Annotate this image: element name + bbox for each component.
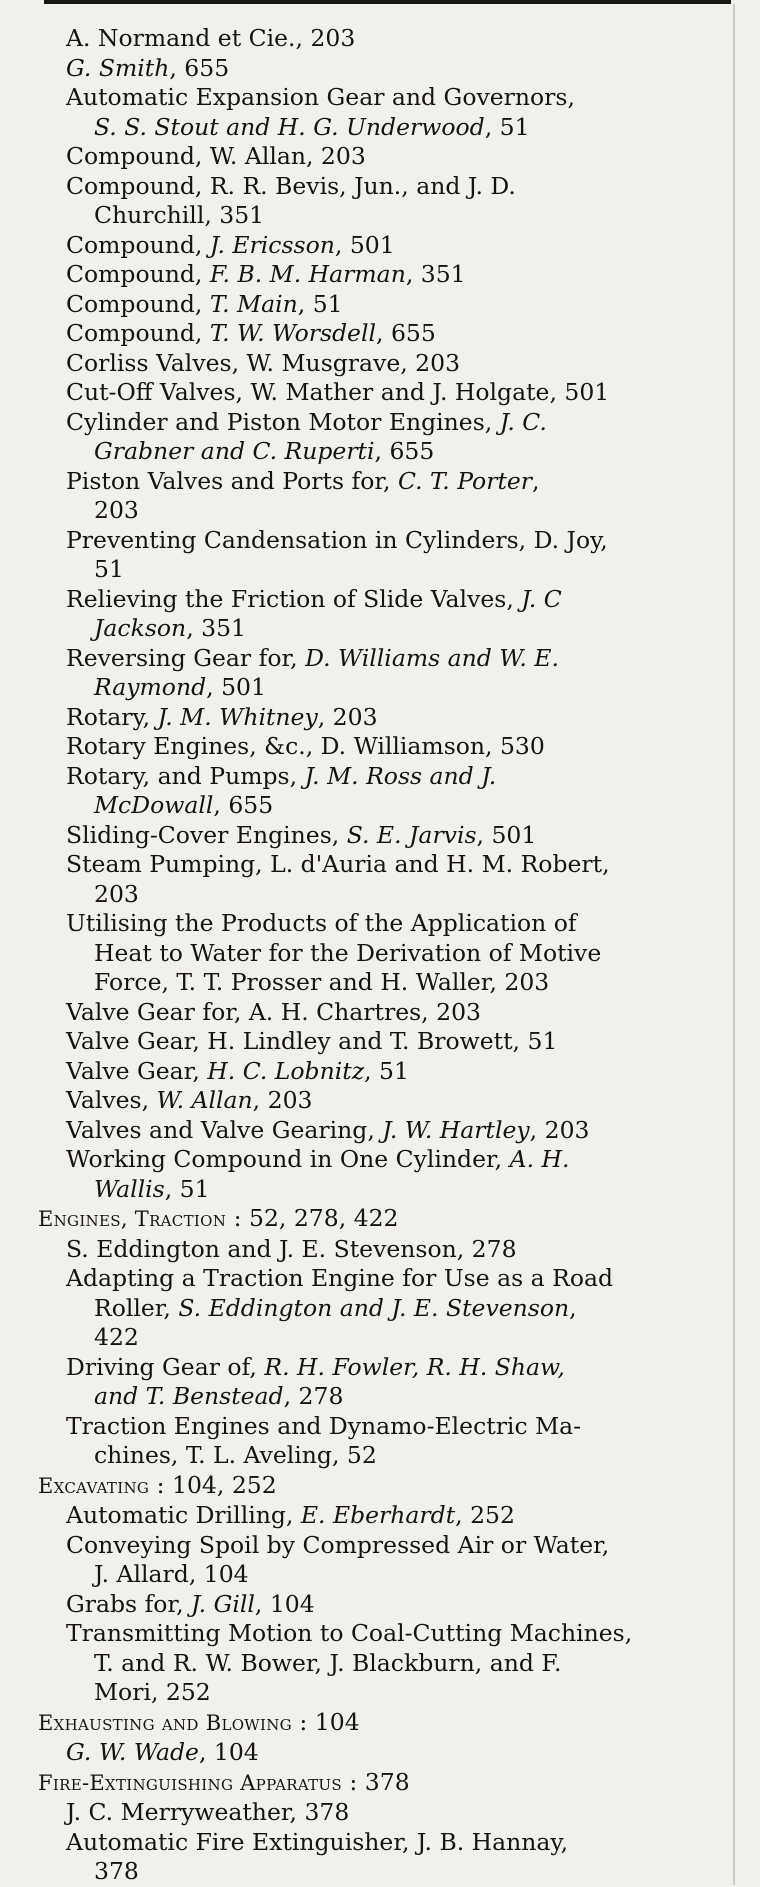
- entry-line: Churchill, 351: [94, 201, 265, 229]
- index-column: [38, 24, 728, 1887]
- entry-line: Cut-Off Valves, W. Mather and J. Holgate, 501: [66, 378, 610, 406]
- entry-line: Exhausting and Blowing : 104: [38, 1707, 360, 1736]
- entry-line: Conveying Spoil by Compressed Air or Water,: [66, 1530, 610, 1559]
- index-entry: [38, 24, 728, 54]
- entry-line: Excavating : 104, 252: [38, 1470, 277, 1499]
- entry-line: Cylinder and Piston Motor Engines, J. C.: [66, 407, 547, 436]
- index-entry: [38, 290, 728, 320]
- index-entry: [38, 1086, 728, 1116]
- entry-line: Traction Engines and Dynamo-Electric Ma-: [66, 1411, 582, 1440]
- index-entry: [38, 54, 728, 84]
- entry-line: J. C. Merryweather, 378: [66, 1798, 350, 1826]
- entry-line: 422: [94, 1323, 139, 1351]
- entry-line: Piston Valves and Ports for, C. T. Porter,: [66, 466, 540, 495]
- entry-line: Steam Pumping, L. d'Auria and H. M. Robert,: [66, 850, 610, 878]
- entry-line: Utilising the Products of the Application of: [66, 909, 577, 937]
- index-entry: [38, 703, 728, 733]
- index-entry: [38, 1116, 728, 1146]
- entry-line: McDowall, 655: [94, 791, 274, 819]
- entry-line: Rotary, J. M. Whitney, 203: [66, 702, 378, 731]
- entry-line: Reversing Gear for, D. Williams and W. E.: [66, 643, 559, 672]
- index-entry: [38, 83, 728, 142]
- index-entry: [38, 821, 728, 851]
- entry-line: Jackson, 351: [94, 614, 246, 642]
- index-entry: [38, 1501, 728, 1531]
- index-entry: [38, 850, 728, 909]
- column-rule: [733, 4, 735, 1885]
- index-entry: [38, 467, 728, 526]
- entry-line: Valve Gear for, A. H. Chartres, 203: [66, 997, 481, 1026]
- entry-line: Grabner and C. Ruperti, 655: [94, 437, 435, 465]
- entry-line: Compound, T. W. Worsdell, 655: [66, 319, 436, 347]
- index-entry: [38, 1738, 728, 1768]
- index-heading: [38, 1768, 728, 1799]
- entry-line: chines, T. L. Aveling, 52: [94, 1441, 377, 1469]
- entry-line: Corliss Valves, W. Musgrave, 203: [66, 348, 461, 377]
- entry-line: Fire-Extinguishing Apparatus : 378: [38, 1767, 410, 1796]
- entry-line: Grabs for, J. Gill, 104: [66, 1589, 315, 1618]
- entry-line: Rotary, and Pumps, J. M. Ross and J.: [66, 761, 497, 790]
- entry-line: Valve Gear, H. C. Lobnitz, 51: [66, 1056, 409, 1085]
- index-entry: [38, 909, 728, 998]
- entry-line: 51: [94, 555, 124, 583]
- entry-line: Roller, S. Eddington and J. E. Stevenson,: [94, 1293, 577, 1322]
- entry-line: Driving Gear of, R. H. Fowler, R. H. Shaw,: [66, 1352, 565, 1381]
- index-entry: [38, 142, 728, 172]
- entry-line: Compound, W. Allan, 203: [66, 142, 366, 170]
- index-entry: [38, 1828, 728, 1887]
- index-entry: [38, 732, 728, 762]
- entry-line: J. Allard, 104: [94, 1560, 249, 1588]
- entry-line: Compound, T. Main, 51: [66, 289, 343, 318]
- index-entry: [38, 1798, 728, 1828]
- entry-line: Wallis, 51: [94, 1174, 210, 1203]
- index-entry: [38, 526, 728, 585]
- index-entry: [38, 1027, 728, 1057]
- index-entry: [38, 260, 728, 290]
- index-heading: [38, 1471, 728, 1502]
- entry-line: Transmitting Motion to Coal-Cutting Machines,: [66, 1619, 633, 1647]
- entry-line: Force, T. T. Prosser and H. Waller, 203: [94, 968, 550, 996]
- index-entry: [38, 172, 728, 231]
- entry-line: Working Compound in One Cylinder, A. H.: [66, 1145, 570, 1173]
- index-entry: [38, 1412, 728, 1471]
- entry-line: A. Normand et Cie., 203: [66, 24, 356, 52]
- entry-line: G. W. Wade, 104: [66, 1738, 259, 1766]
- index-entry: [38, 231, 728, 261]
- index-entry: [38, 408, 728, 467]
- entry-line: Automatic Drilling, E. Eberhardt, 252: [66, 1501, 515, 1529]
- index-heading: [38, 1204, 728, 1235]
- entry-line: 378: [94, 1857, 139, 1885]
- entry-line: T. and R. W. Bower, J. Blackburn, and F.: [94, 1648, 562, 1677]
- entry-line: Valves and Valve Gearing, J. W. Hartley, 203: [66, 1115, 590, 1144]
- entry-line: Engines, Traction : 52, 278, 422: [38, 1204, 399, 1232]
- index-entry: [38, 1235, 728, 1265]
- entry-line: Automatic Fire Extinguisher, J. B. Hannay,: [66, 1827, 569, 1856]
- index-entry: [38, 1145, 728, 1204]
- entry-line: Mori, 252: [94, 1678, 211, 1706]
- index-heading: [38, 1708, 728, 1739]
- entry-line: Compound, J. Ericsson, 501: [66, 230, 395, 259]
- entry-line: Compound, F. B. M. Harman, 351: [66, 260, 466, 288]
- entry-line: Automatic Expansion Gear and Governors,: [66, 83, 575, 111]
- entry-line: S. Eddington and J. E. Stevenson, 278: [66, 1234, 517, 1263]
- entry-line: G. Smith, 655: [66, 53, 230, 82]
- index-entry: [38, 644, 728, 703]
- index-entry: [38, 1619, 728, 1708]
- index-entry: [38, 1057, 728, 1087]
- index-entry: [38, 585, 728, 644]
- entry-line: and T. Benstead, 278: [94, 1382, 344, 1410]
- entry-line: Sliding-Cover Engines, S. E. Jarvis, 501: [66, 820, 537, 849]
- index-entry: [38, 1531, 728, 1590]
- entry-line: Raymond, 501: [94, 673, 266, 701]
- entry-line: Valves, W. Allan, 203: [66, 1086, 313, 1114]
- index-entry: [38, 319, 728, 349]
- entry-line: 203: [94, 496, 139, 524]
- index-entry: [38, 762, 728, 821]
- entry-line: Rotary Engines, &c., D. Williamson, 530: [66, 732, 545, 760]
- entry-line: Compound, R. R. Bevis, Jun., and J. D.: [66, 171, 516, 200]
- index-entry: [38, 378, 728, 408]
- top-rule: [44, 0, 731, 4]
- entry-line: Relieving the Friction of Slide Valves, J. C: [66, 584, 562, 613]
- index-entry: [38, 349, 728, 379]
- entry-line: Preventing Candensation in Cylinders, D. Joy,: [66, 525, 608, 554]
- entry-line: Heat to Water for the Derivation of Motive: [94, 938, 602, 967]
- entry-line: Valve Gear, H. Lindley and T. Browett, 51: [66, 1027, 558, 1055]
- entry-line: 203: [94, 879, 139, 908]
- index-entry: [38, 1590, 728, 1620]
- entry-line: S. S. Stout and H. G. Underwood, 51: [94, 112, 530, 141]
- index-entry: [38, 1353, 728, 1412]
- entry-line: Adapting a Traction Engine for Use as a Road: [66, 1264, 614, 1292]
- index-entry: [38, 1264, 728, 1353]
- index-entry: [38, 998, 728, 1028]
